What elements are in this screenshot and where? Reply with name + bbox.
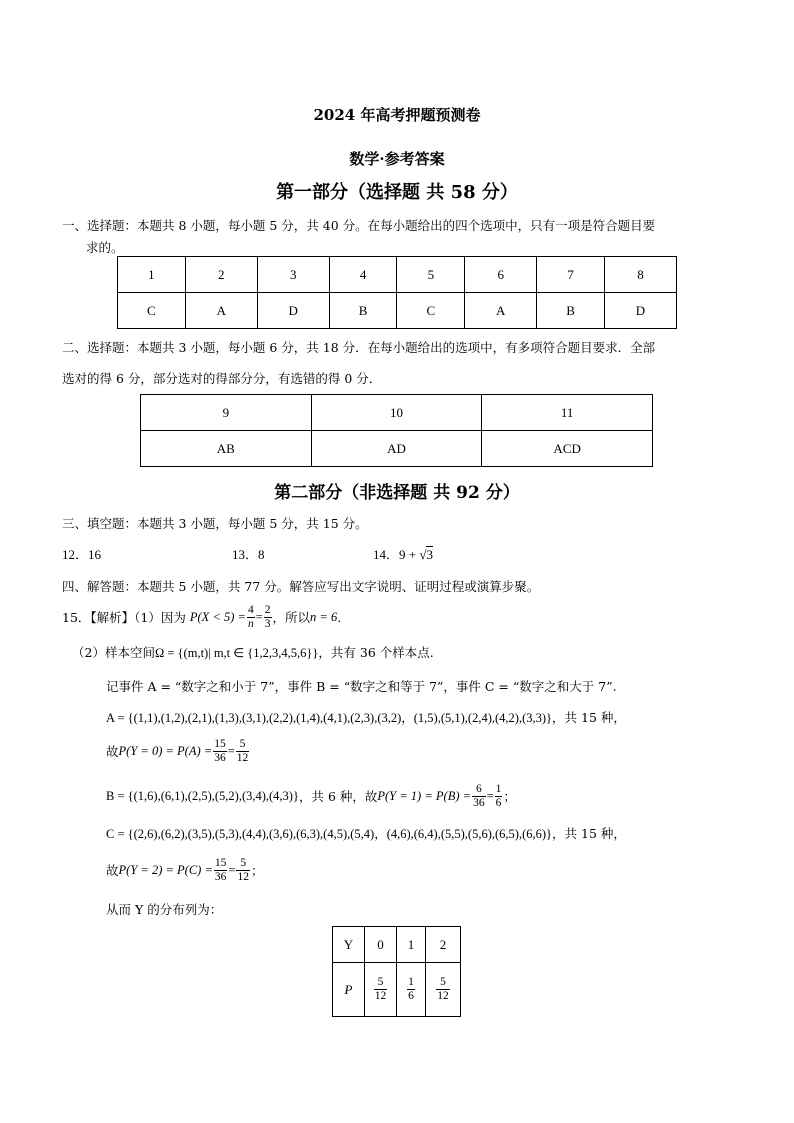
fraction-numerator: 1 [495,782,502,795]
text: ，共 15 种， [552,710,626,725]
equals-sign: = [228,862,236,877]
table-cell: 5 [397,257,465,293]
table-cell: A [185,293,257,329]
fraction-numerator: 5 [374,976,388,990]
part2-heading: 第二部分（非选择题 共 92 分） [274,483,520,503]
fraction [214,857,228,884]
sec1-answer-table [117,256,677,329]
fraction-denominator: 12 [374,990,387,1002]
fraction-denominator: 6 [408,990,414,1002]
table-cell: AB [141,431,312,467]
fraction-numerator: 15 [214,737,226,750]
answer-13: 13．8 [232,547,265,562]
table-cell: B [329,293,397,329]
equals-sign: = [255,609,263,624]
events-definition: 记事件 A = “数字之和小于 7”，事件 B = “数字之和等于 7”，事件 C = “数字之和大于 7”. [106,679,617,694]
fraction [374,976,388,1003]
q15-p1-result: n = 6 [310,609,338,624]
dist-prob-row [333,963,461,1017]
table-cell: B [537,293,605,329]
fraction-numerator: 2 [264,603,271,616]
set-a: A = {(1,1),(1,2),(2,1),(1,3),(3,1),(2,2),(1,4),(4,1),(2,3),(3,2)，(1,5),(5,1),(2,4),(4,2),(3,3)} [106,711,553,725]
table-cell: ACD [482,431,653,467]
sec4-instruction: 四、解答题：本题共 5 小题，共 77 分。解答应写出文字说明、证明过程或演算步聚。 [62,579,540,594]
fraction-numerator: 6 [472,783,486,797]
answer-14-radicand: 3 [426,547,433,562]
text: ，所以 [272,610,311,625]
answer-14 [373,544,433,563]
fraction-denominator: n [247,617,254,630]
table-cell: Y [333,927,365,963]
sample-space: Ω = {(m,t)| m,t ∈ {1,2,3,4,5,6}} [154,646,319,660]
text: ，共 6 种，故 [298,789,378,804]
table-cell [397,963,426,1017]
table-cell: P [333,963,365,1017]
table-cell [365,963,397,1017]
fraction-numerator: 4 [247,603,254,616]
equals-sign: = [486,788,494,803]
table-cell: 9 [141,395,312,431]
table-cell: A [465,293,537,329]
prob-c-line [106,853,264,887]
q15-p1-expr: P(X < 5) = [189,609,246,624]
fraction-denominator: 12 [437,990,449,1002]
table-cell: 2 [185,257,257,293]
table-cell: 3 [257,257,329,293]
sec2-answer-table [140,394,653,467]
sec2-instruction-line2: 选对的得 6 分，部分选对的得部分分，有选错的得 0 分． [62,371,382,386]
fraction [236,857,250,884]
sec1-instruction-line2: 求的。 [86,240,124,255]
table-cell: 11 [482,395,653,431]
table-cell: C [118,293,186,329]
table-cell: C [397,293,465,329]
part1-heading: 第一部分（选择题 共 58 分） [276,182,518,203]
set-b: B = {(1,6),(6,1),(2,5),(5,2),(3,4),(4,3)} [106,788,299,803]
sec1-number-row [118,257,677,293]
fraction-numerator: 5 [236,738,250,752]
table-cell: 7 [537,257,605,293]
set-a-line [106,708,626,726]
text: 故 [106,863,119,878]
fraction-numerator: 15 [214,856,227,869]
table-cell: D [604,293,676,329]
sec1-instruction-line1: 一、选择题：本题共 8 小题，每小题 5 分，共 40 分。在每小题给出的四个选项中，只有一项是符合题目要 [62,218,656,233]
table-cell: 1 [118,257,186,293]
set-b-line [106,779,516,813]
table-cell [426,963,461,1017]
q15-p2-label: （2）样本空间 [72,645,155,660]
text: . [337,609,342,625]
table-cell: 6 [465,257,537,293]
fraction [213,738,227,765]
page-subtitle: 数学·参考答案 [349,150,445,168]
set-c-line [106,824,626,842]
table-cell: 0 [365,927,397,963]
text: ，共有 36 个样本点. [318,645,434,660]
fraction-denominator: 36 [473,796,485,809]
table-cell: 10 [311,395,482,431]
prob-b-expr: P(Y = 1) = P(B) = [377,788,472,803]
table-cell: AD [311,431,482,467]
table-cell: D [257,293,329,329]
sec1-answer-row [118,293,677,329]
fraction-numerator: 5 [436,976,450,990]
fraction-denominator: 12 [237,870,249,883]
answer-12: 12．16 [62,547,102,562]
q15-part2 [72,643,434,661]
fraction-denominator: 12 [236,751,249,764]
q15-label: 15．【解析】（1）因为 [62,610,186,625]
fraction-denominator: 36 [214,751,226,764]
answer-14-prefix: 14．9 + [373,547,420,562]
sqrt-symbol: √ [419,547,427,562]
text: ； [503,789,516,804]
sec3-instruction: 三、填空题：本题共 3 小题，每小题 5 分，共 15 分。 [62,516,368,531]
equals-sign: = [227,743,235,758]
prob-a-expr: P(Y = 0) = P(A) = [118,743,213,758]
fraction [264,604,272,631]
fraction [236,738,250,765]
text: 故 [106,744,119,759]
fraction [472,783,486,810]
prob-a-line [106,734,250,768]
dist-header-row [333,927,461,963]
fraction-denominator: 36 [214,870,227,883]
dist-intro: 从而 Y 的分布列为： [106,902,223,917]
text: ； [250,863,264,878]
fraction-denominator: 6 [495,796,502,809]
fraction [436,976,450,1003]
table-cell: 4 [329,257,397,293]
fraction [407,976,415,1003]
distribution-table [332,926,461,1017]
table-cell: 1 [397,927,426,963]
fraction-denominator: 3 [264,617,271,630]
prob-c-expr: P(Y = 2) = P(C) = [118,862,213,877]
sec2-number-row [141,395,653,431]
sec2-instruction-line1: 二、选择题：本题共 3 小题，每小题 6 分，共 18 分．在每小题给出的选项中，有多项符合题目要求．全部 [62,340,656,355]
set-c: C = {(2,6),(6,2),(3,5),(5,3),(4,4),(3,6),(6,3),(4,5),(5,4)，(4,6),(6,4),(5,5),(5,6),(6,5),(6,6)} [106,827,553,841]
text: ，共 15 种， [552,826,626,841]
table-cell: 8 [604,257,676,293]
fraction [247,604,255,631]
table-cell: 2 [426,927,461,963]
page-title: 2024 年高考押题预测卷 [313,106,481,124]
fraction [495,783,503,810]
fraction-numerator: 1 [408,976,414,988]
q15-part1 [62,602,341,632]
sec2-answer-row [141,431,653,467]
fraction-numerator: 5 [236,857,250,871]
